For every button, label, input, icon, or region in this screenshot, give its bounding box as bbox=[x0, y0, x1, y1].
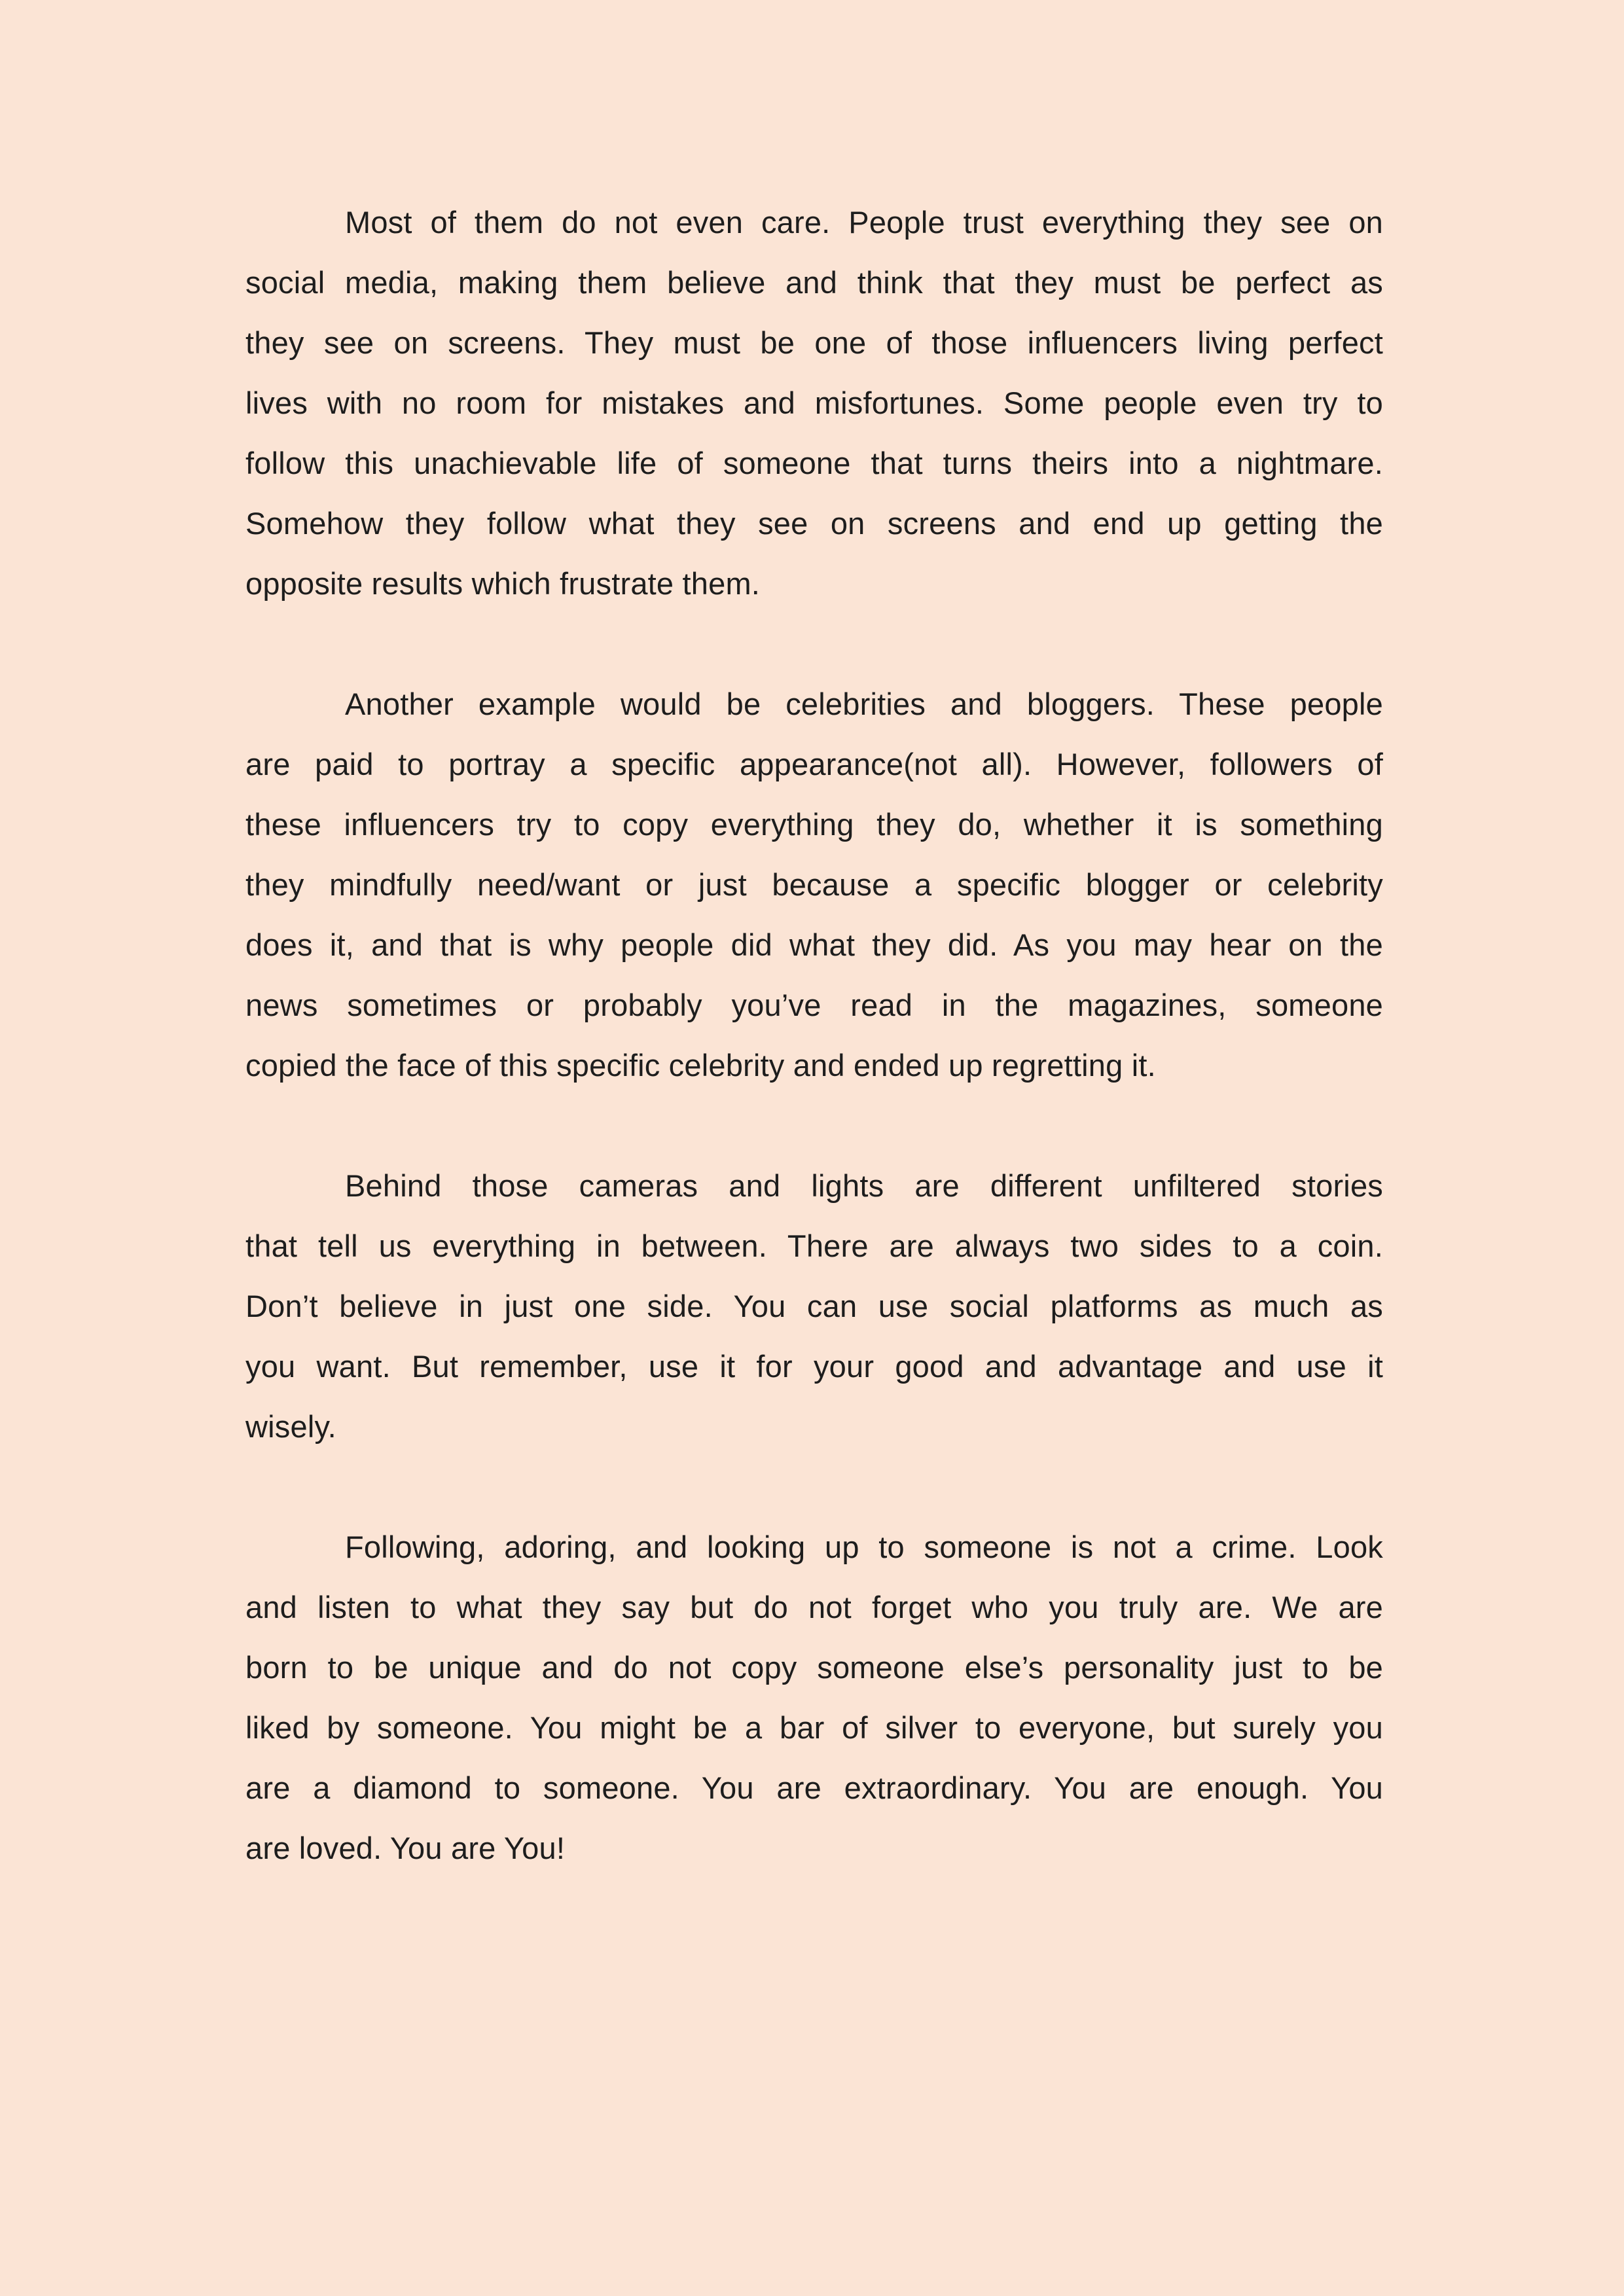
text-line: born to be unique and do not copy someone else’s personality just to be bbox=[245, 1650, 1383, 1685]
text-line: follow this unachievable life of someone that turns theirs into a nightmare. bbox=[245, 446, 1383, 480]
text-line: copied the face of this specific celebrity and ended up regretting it. bbox=[245, 1048, 1156, 1083]
text-line: Following, adoring, and looking up to someone is not a crime. Look bbox=[345, 1530, 1383, 1564]
text-line: Don’t believe in just one side. You can use social platforms as much as bbox=[245, 1289, 1383, 1323]
text-line: that tell us everything in between. There are always two sides to a coin. bbox=[245, 1229, 1383, 1263]
text-line: lives with no room for mistakes and misfortunes. Some people even try to bbox=[245, 386, 1383, 420]
text-line: they mindfully need/want or just because a specific blogger or celebrity bbox=[245, 867, 1383, 902]
text-line: wisely. bbox=[245, 1409, 336, 1444]
text-line: you want. But remember, use it for your good and advantage and use it bbox=[245, 1349, 1383, 1384]
text-line: they see on screens. They must be one of those influencers living perfect bbox=[245, 325, 1383, 360]
text-line: are loved. You are You! bbox=[245, 1831, 566, 1865]
text-line: are paid to portray a specific appearance(not all). However, followers of bbox=[245, 747, 1383, 781]
text-line: these influencers try to copy everything they do, whether it is something bbox=[245, 807, 1383, 842]
paragraph bbox=[245, 1156, 1383, 1457]
text-line: social media, making them believe and think that they must be perfect as bbox=[245, 265, 1383, 300]
text-line: news sometimes or probably you’ve read in the magazines, someone bbox=[245, 988, 1383, 1022]
text-line: Most of them do not even care. People trust everything they see on bbox=[345, 205, 1383, 240]
text-line: are a diamond to someone. You are extraordinary. You are enough. You bbox=[245, 1770, 1383, 1805]
text-line: and listen to what they say but do not forget who you truly are. We are bbox=[245, 1590, 1383, 1624]
text-line: Behind those cameras and lights are different unfiltered stories bbox=[345, 1168, 1383, 1203]
document-body bbox=[245, 192, 1383, 1939]
paragraph bbox=[245, 192, 1383, 614]
text-line: Another example would be celebrities and bloggers. These people bbox=[345, 687, 1383, 721]
paragraph bbox=[245, 674, 1383, 1096]
text-line: does it, and that is why people did what they did. As you may hear on the bbox=[245, 927, 1383, 962]
text-line: opposite results which frustrate them. bbox=[245, 566, 761, 601]
paragraph bbox=[245, 1517, 1383, 1878]
text-line: liked by someone. You might be a bar of silver to everyone, but surely you bbox=[245, 1710, 1383, 1745]
text-line: Somehow they follow what they see on screens and end up getting the bbox=[245, 506, 1383, 541]
